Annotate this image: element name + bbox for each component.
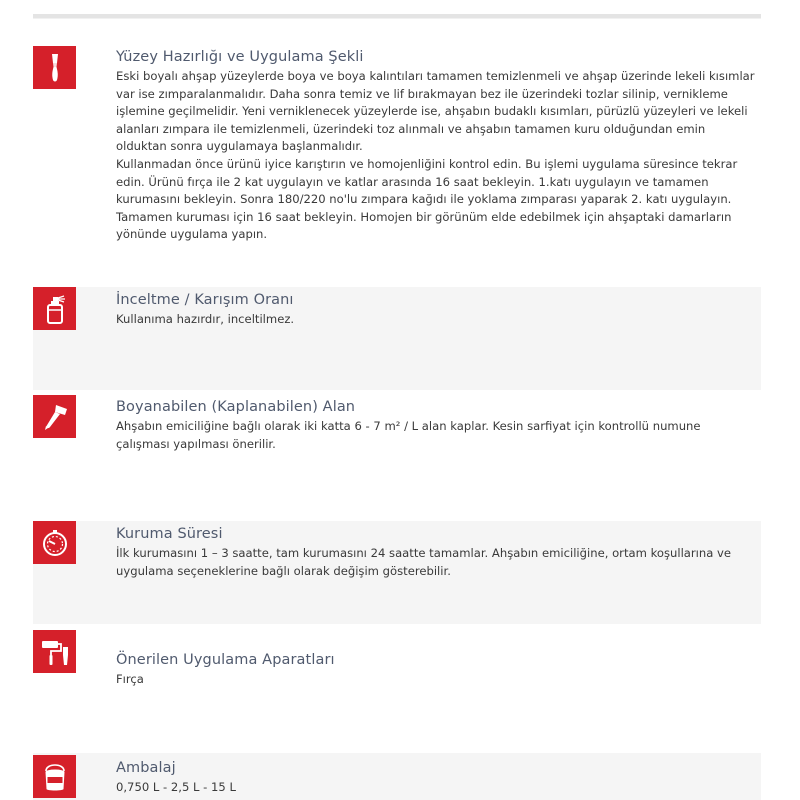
section-paragraph: İlk kurumasını 1 – 3 saatte, tam kurumasını 24 saatte tamamlar. Ahşabın emiciliğine, ortam koşullarına ve uygulama seçeneklerine bağlı olarak değişim gösterebilir. — [116, 546, 732, 578]
spray-can-icon — [33, 287, 76, 330]
section-title: Ambalaj — [116, 760, 176, 776]
timer-icon — [33, 521, 76, 564]
top-divider — [33, 14, 761, 19]
roller-brush-icon — [33, 630, 76, 673]
paint-bucket-icon — [33, 755, 76, 798]
section-drying-time — [33, 521, 761, 624]
brush-icon — [33, 46, 76, 89]
section-text — [116, 779, 757, 797]
section-surface-preparation — [33, 40, 761, 270]
section-text — [116, 418, 757, 453]
section-text — [116, 68, 757, 244]
section-text — [116, 311, 757, 329]
section-title: Yüzey Hazırlığı ve Uygulama Şekli — [116, 49, 364, 65]
section-paragraph: Eski boyalı ahşap yüzeylerde boya ve boya kalıntıları tamamen temizlenmeli ve ahşap üzerinde lekeli kısımlar var ise zımparalanmalıdır. Daha sonra temiz ve lif bırakmayan bez ile üzerindeki tozlar silinip, vernikleme işlemine geçilmelidir. Yeni verniklenecek yüzeylerde ise, ahşabın budaklı kısımları, pürüzlü yüzeyleri ve lekeli alanları zımpara ile temizlenmeli, üzerindeki toz alınmalı ve ahşabın tamamen kuru olduğundan emin olduktan sonra uygulamaya başlanmalıdır. — [116, 69, 755, 154]
section-title: İnceltme / Karışım Oranı — [116, 292, 294, 308]
section-title: Önerilen Uygulama Aparatları — [116, 652, 335, 668]
section-title: Kuruma Süresi — [116, 526, 223, 542]
section-paragraph: Ahşabın emiciliğine bağlı olarak iki katta 6 - 7 m² / L alan kaplar. Kesin sarfiyat için kontrollü numune çalışması yapılması önerilir. — [116, 419, 701, 451]
section-paragraph: Kullanmadan önce ürünü iyice karıştırın ve homojenliğini kontrol edin. Bu işlemi uygulama süresince tekrar edin. Ürünü fırça ile 2 kat uygulayın ve katlar arasında 16 saat bekleyin. 1.katı uygulayın ve tamamen kurumasını bekleyin. Sonra 180/220 no'lu zımpara kağıdı ile yoklama zımparası yaparak 2. katı uygulayın. Tamamen kuruması için 16 saat bekleyin. Homojen bir görünüm elde edebilmek için ahşaptaki damarların yönünde uygulama yapın. — [116, 156, 738, 242]
section-title: Boyanabilen (Kaplanabilen) Alan — [116, 399, 356, 415]
section-paragraph: Kullanıma hazırdır, inceltilmez. — [116, 312, 295, 326]
section-text — [116, 671, 757, 689]
paint-brush-icon — [33, 395, 76, 438]
section-paragraph: Fırça — [116, 672, 144, 686]
section-paragraph: 0,750 L - 2,5 L - 15 L — [116, 780, 236, 794]
section-coverage-area — [33, 392, 761, 517]
section-thinning-ratio — [33, 287, 761, 390]
section-recommended-tools — [33, 626, 761, 746]
section-text — [116, 545, 757, 580]
section-packaging — [33, 753, 761, 800]
